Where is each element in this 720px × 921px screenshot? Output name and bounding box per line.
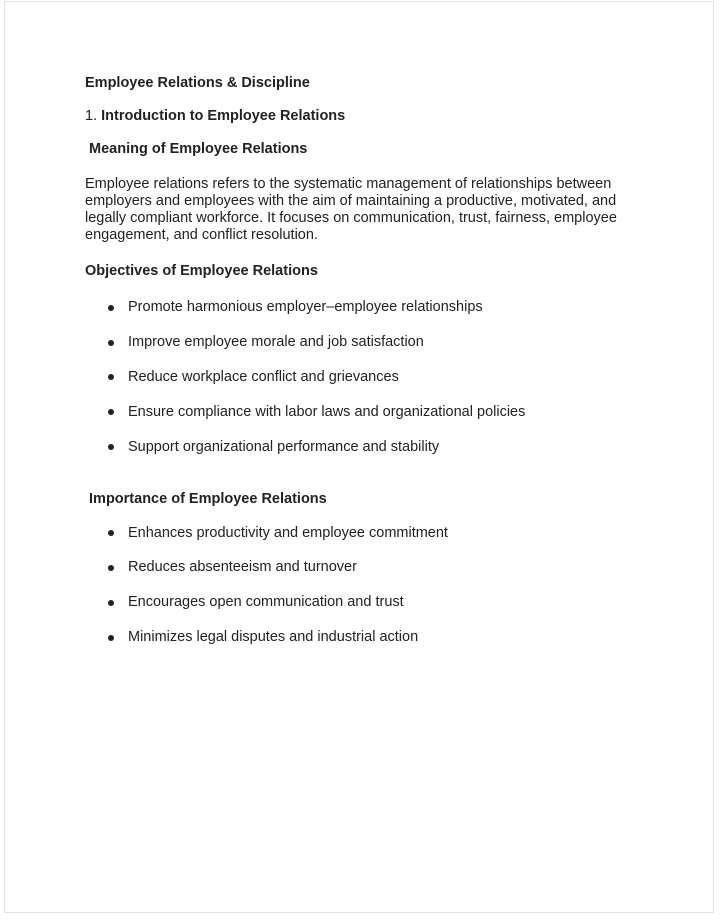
- list-item: Reduces absenteeism and turnover: [128, 559, 633, 576]
- list-item: Support organizational performance and stability: [128, 439, 633, 456]
- list-item: Encourages open communication and trust: [128, 594, 633, 611]
- objectives-list: [85, 299, 633, 455]
- document-page: [4, 1, 714, 913]
- subheading-importance: Importance of Employee Relations: [85, 490, 327, 507]
- list-item: Improve employee morale and job satisfaction: [128, 334, 633, 351]
- section-title: Introduction to Employee Relations: [101, 107, 346, 124]
- list-item: Ensure compliance with labor laws and organizational policies: [128, 404, 633, 421]
- doc-title: Employee Relations & Discipline: [85, 75, 310, 91]
- section-heading: [85, 108, 633, 125]
- importance-list: [85, 525, 633, 646]
- list-item: Promote harmonious employer–employee relationships: [128, 299, 633, 316]
- subheading-objectives: Objectives of Employee Relations: [85, 262, 318, 279]
- paragraph-meaning-body: Employee relations refers to the systematic management of relationships between employers and employees with the aim of maintaining a productive, motivated, and legally compliant workforce. It focuses on communication, trust, fairness, employee engagement, and conflict resolution.: [85, 176, 617, 243]
- list-item: Enhances productivity and employee commitment: [128, 525, 633, 542]
- section-number: 1.: [85, 107, 98, 124]
- list-item: Reduce workplace conflict and grievances: [128, 369, 633, 386]
- list-item: Minimizes legal disputes and industrial action: [128, 629, 633, 646]
- subheading-meaning: Meaning of Employee Relations: [85, 140, 308, 157]
